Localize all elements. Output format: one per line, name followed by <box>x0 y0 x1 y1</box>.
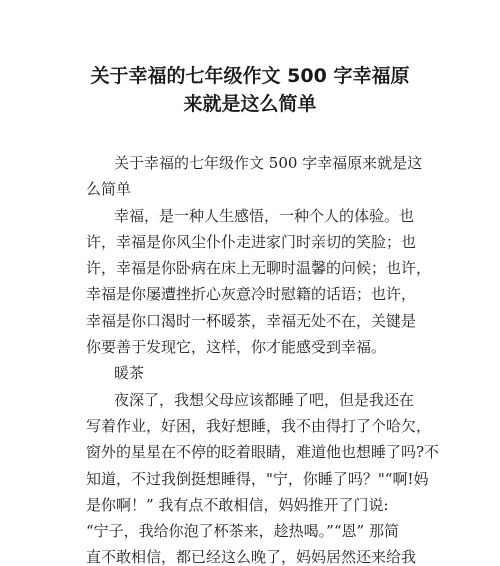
title-line-1: 关于幸福的七年级作文 500 字幸福原 <box>90 65 410 87</box>
paragraph-line: 幸福是你屡遭挫折心灰意冷时慰籍的话语；也许， <box>86 285 417 304</box>
paragraph-line: 么简单 <box>86 180 132 199</box>
paragraph-line: 是你啊！” 我有点不敢相信，妈妈推开了门说: <box>86 495 389 514</box>
paragraph-line: 夜深了，我想父母应该都睡了吧，但是我还在 <box>114 390 415 409</box>
section-heading: 暖茶 <box>114 364 145 383</box>
paragraph-line: 关于幸福的七年级作文 500 字幸福原来就是这 <box>114 154 423 172</box>
paragraph-line: 直不敢相信，都已经这么晚了，妈妈居然还来给我 <box>86 548 417 566</box>
paragraph-line: “宁子，我给你泡了杯茶来，趁热喝。”“恩” 那简 <box>86 522 399 541</box>
paragraph-line: 窗外的星星在不停的眨着眼睛，难道他也想睡了吗?不 <box>86 443 440 462</box>
paragraph-line: 许，幸福是你风尘仆仆走进家门时亲切的笑脸；也 <box>86 232 417 251</box>
paragraph-happiness <box>86 203 452 361</box>
document-title <box>0 62 500 118</box>
paragraph-line: 写着作业，好困，我好想睡，我不由得打了个哈欠， <box>86 416 432 435</box>
document-body <box>86 150 452 566</box>
paragraph-night <box>86 387 452 566</box>
title-line-2: 来就是这么简单 <box>183 93 317 115</box>
paragraph-line: 幸福是你口渴时一杯暖茶，幸福无处不在，关键是 <box>86 311 417 330</box>
paragraph-intro <box>86 150 452 203</box>
paragraph-line: 你要善于发现它，这样，你才能感受到幸福。 <box>86 338 387 357</box>
paragraph-line: 许，幸福是你卧病在床上无聊时温馨的问候；也许， <box>86 259 432 278</box>
section-heading-warm-tea <box>86 360 452 386</box>
paragraph-line: 知道，不过我倒挺想睡得，"宁，你睡了吗？"“啊!妈 <box>86 469 429 488</box>
paragraph-line: 幸福，是一种人生感悟，一种个人的体验。也 <box>114 206 415 225</box>
